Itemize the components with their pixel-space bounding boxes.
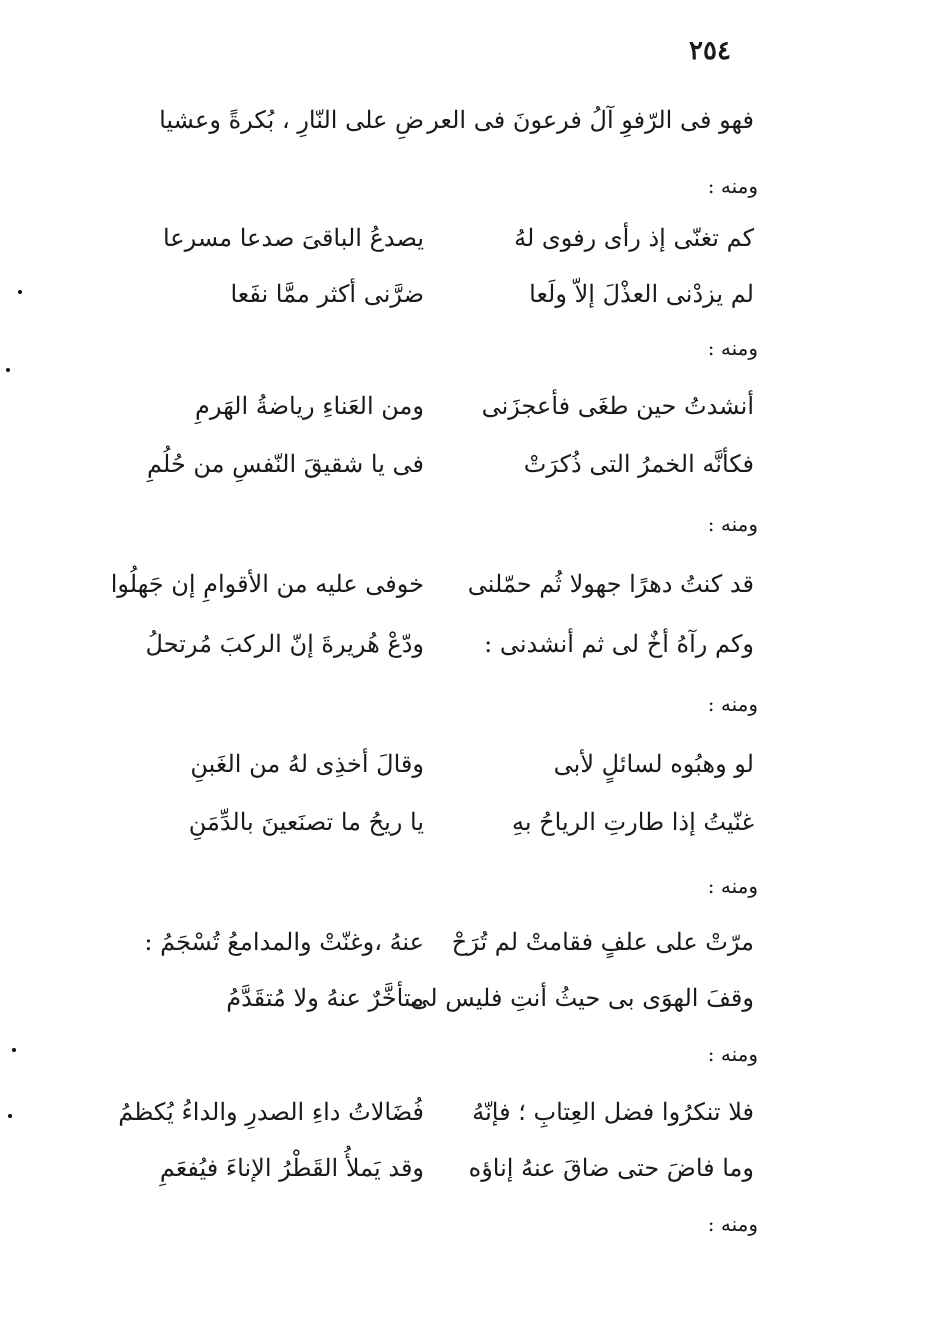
verse-first-hemistich: فكأنَّه الخمرُ التى ذُكرَتْ xyxy=(523,450,754,478)
verse-second-hemistich: ضرَّنى أكثر ممَّا نفَعا xyxy=(230,280,424,308)
verse-second-hemistich: وقد يَملأُ القَطْرُ الإناءَ فيُفعَمِ xyxy=(159,1154,424,1182)
verse-second-hemistich: خوفى عليه من الأقوامِ إن جَهلُوا xyxy=(110,570,424,598)
verse-second-hemistich: فُضَالاتُ داءِ الصدرِ والداءُ يُكظمُ xyxy=(118,1098,424,1126)
verse-second-hemistich: وقالَ أخذِى لهُ من الغَبنِ xyxy=(190,750,424,778)
scan-mark xyxy=(8,1114,12,1118)
verse-first-hemistich: لو وهبُوه لسائلٍ لأبى xyxy=(553,750,754,778)
section-label: ومنه : xyxy=(707,1212,758,1236)
verse-first-hemistich: فهو فى الرّفوِ آلُ فرعونَ فى العر xyxy=(427,106,754,134)
verse-second-hemistich: ومن العَناءِ رياضةُ الهَرمِ xyxy=(195,392,424,420)
section-label: ومنه : xyxy=(707,874,758,898)
scan-mark xyxy=(12,1048,16,1052)
verse-second-hemistich: ودّعْ هُريرةَ إنّ الركبَ مُرتحلُ xyxy=(145,630,424,658)
verse-first-hemistich: أنشدتُ حين طغَى فأعجزَنى xyxy=(481,392,754,420)
verse-second-hemistich: فى يا شقيقَ النّفسِ من حُلُمِ xyxy=(147,450,424,478)
verse-second-hemistich: ضِ على النّارِ ، بُكرةً وعشيا xyxy=(159,106,424,134)
section-label: ومنه : xyxy=(707,512,758,536)
verse-second-hemistich: متأخَّرٌ عنهُ ولا مُتقَدَّمُ xyxy=(226,984,424,1012)
scan-mark xyxy=(6,368,10,372)
section-label: ومنه : xyxy=(707,1042,758,1066)
verse-first-hemistich: غنّيتُ إذا طارتِ الرياحُ بهِ xyxy=(512,808,754,836)
section-label: ومنه : xyxy=(707,336,758,360)
verse-second-hemistich: عنهُ ،وغنّتْ والمدامعُ تُسْجَمُ : xyxy=(144,928,424,956)
verse-first-hemistich: فلا تنكرُوا فضل العِتابِ ؛ فإنّهُ xyxy=(472,1098,754,1126)
page-number: ٢٥٤ xyxy=(689,36,731,66)
verse-first-hemistich: لم يزدْنى العذْلَ إلاّ ولَعا xyxy=(529,280,754,308)
verse-second-hemistich: يا ريحُ ما تصنَعينَ بالدِّمَنِ xyxy=(188,808,424,836)
verse-first-hemistich: قد كنتُ دهرًا جهولا ثُم حمّلنى xyxy=(467,570,754,598)
verse-first-hemistich: كم تغنّى إذ رأى رفوى لهُ xyxy=(514,224,754,252)
section-label: ومنه : xyxy=(707,174,758,198)
section-label: ومنه : xyxy=(707,692,758,716)
verse-first-hemistich: مرّتْ على علفٍ فقامتْ لم تُرَحْ xyxy=(451,928,754,956)
verse-second-hemistich: يصدعُ الباقىَ صدعا مسرعا xyxy=(162,224,424,252)
verse-first-hemistich: وكم رآهُ أخٌ لى ثم أنشدنى : xyxy=(484,630,754,658)
verse-first-hemistich: وقفَ الهوَى بى حيثُ أنتِ فليس لى xyxy=(410,984,754,1012)
scan-mark xyxy=(18,290,22,294)
verse-first-hemistich: وما فاضَ حتى ضاقَ عنهُ إناؤه xyxy=(468,1154,754,1182)
